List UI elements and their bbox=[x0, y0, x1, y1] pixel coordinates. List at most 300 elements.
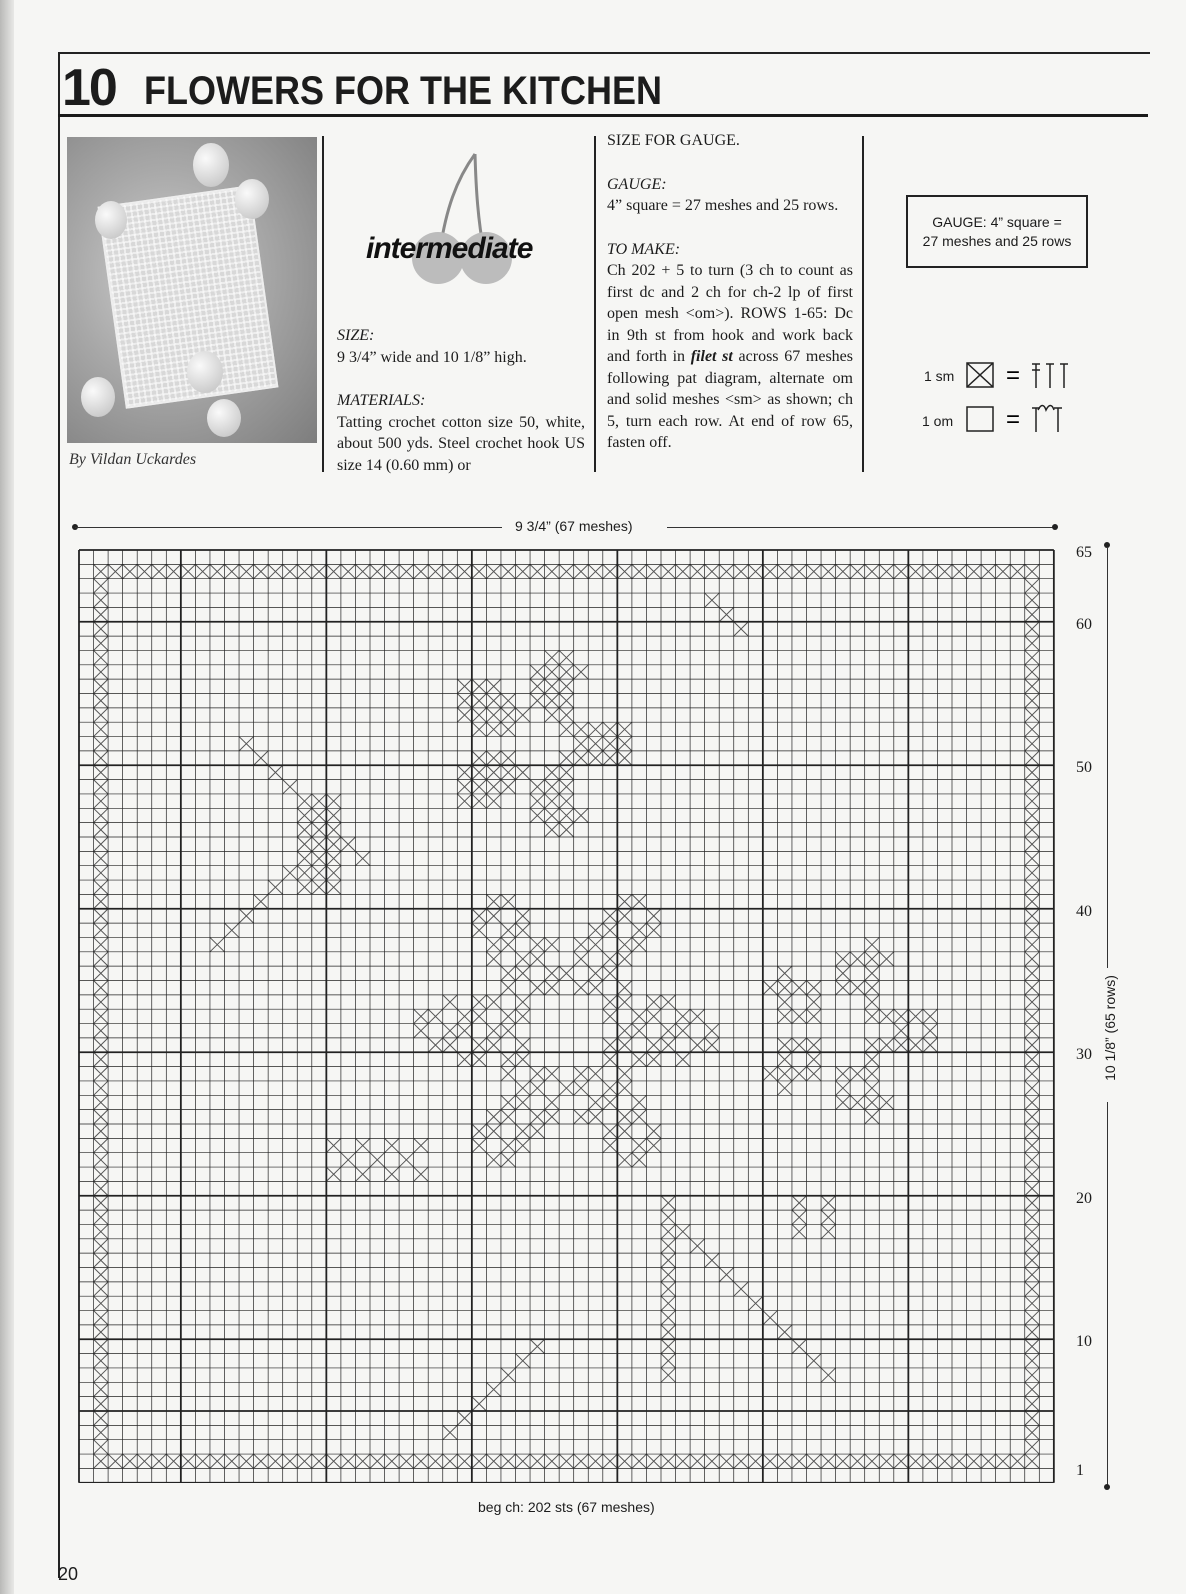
solid-mesh bbox=[225, 564, 240, 578]
solid-mesh bbox=[865, 1110, 880, 1124]
solid-mesh bbox=[836, 1454, 851, 1468]
filet-chart-grid bbox=[75, 546, 1058, 1483]
solid-mesh bbox=[94, 622, 109, 636]
row-number-label: 40 bbox=[1076, 902, 1092, 920]
title-bar bbox=[58, 54, 1148, 117]
solid-mesh bbox=[661, 1282, 676, 1296]
solid-mesh bbox=[486, 1382, 501, 1396]
solid-mesh bbox=[763, 1067, 778, 1081]
solid-mesh bbox=[283, 1454, 298, 1468]
solid-mesh bbox=[486, 722, 501, 736]
solid-mesh bbox=[501, 564, 516, 578]
solid-mesh bbox=[326, 880, 341, 894]
solid-mesh bbox=[1025, 995, 1040, 1009]
solid-mesh bbox=[94, 1181, 109, 1195]
solid-mesh bbox=[661, 1224, 676, 1238]
solid-mesh bbox=[807, 995, 822, 1009]
solid-mesh bbox=[486, 995, 501, 1009]
solid-mesh bbox=[850, 1454, 865, 1468]
solid-mesh bbox=[763, 1454, 778, 1468]
solid-mesh bbox=[1025, 966, 1040, 980]
solid-mesh bbox=[865, 1067, 880, 1081]
solid-mesh bbox=[632, 1095, 647, 1109]
solid-mesh bbox=[94, 808, 109, 822]
solid-mesh bbox=[516, 1124, 531, 1138]
solid-mesh bbox=[545, 937, 560, 951]
legend-open-label: 1 om bbox=[922, 413, 954, 429]
solid-mesh bbox=[807, 1454, 822, 1468]
solid-mesh bbox=[559, 679, 574, 693]
solid-mesh bbox=[1025, 1382, 1040, 1396]
solid-mesh bbox=[486, 1153, 501, 1167]
solid-mesh bbox=[879, 1454, 894, 1468]
solid-mesh bbox=[472, 794, 487, 808]
gauge-text: 4” square = 27 meshes and 25 rows. bbox=[607, 197, 839, 214]
solid-mesh bbox=[632, 1454, 647, 1468]
beginning-chain-label: beg ch: 202 sts (67 meshes) bbox=[478, 1499, 655, 1515]
solid-mesh bbox=[777, 1052, 792, 1066]
solid-mesh bbox=[486, 765, 501, 779]
solid-mesh bbox=[603, 1038, 618, 1052]
solid-mesh bbox=[530, 1067, 545, 1081]
solid-mesh bbox=[879, 1009, 894, 1023]
solid-mesh bbox=[967, 1454, 982, 1468]
column-divider bbox=[594, 136, 596, 472]
solid-mesh bbox=[574, 1454, 589, 1468]
solid-mesh bbox=[661, 1296, 676, 1310]
solid-mesh bbox=[94, 952, 109, 966]
solid-mesh bbox=[1025, 737, 1040, 751]
solid-mesh bbox=[777, 1325, 792, 1339]
row-number-label: 10 bbox=[1076, 1333, 1092, 1351]
solid-mesh bbox=[705, 1038, 720, 1052]
solid-mesh bbox=[603, 1138, 618, 1152]
solid-mesh bbox=[181, 1454, 196, 1468]
solid-mesh bbox=[559, 966, 574, 980]
solid-mesh bbox=[617, 1038, 632, 1052]
solid-mesh bbox=[312, 808, 327, 822]
solid-mesh bbox=[355, 1138, 370, 1152]
solid-mesh bbox=[283, 866, 298, 880]
solid-mesh bbox=[530, 1124, 545, 1138]
solid-mesh bbox=[94, 607, 109, 621]
solid-mesh bbox=[501, 751, 516, 765]
solid-mesh bbox=[719, 607, 734, 621]
solid-mesh bbox=[414, 1009, 429, 1023]
solid-mesh bbox=[777, 1081, 792, 1095]
solid-mesh bbox=[501, 765, 516, 779]
solid-mesh bbox=[661, 1196, 676, 1210]
solid-mesh bbox=[239, 1454, 254, 1468]
solid-mesh bbox=[617, 894, 632, 908]
solid-mesh bbox=[632, 894, 647, 908]
solid-mesh bbox=[836, 1081, 851, 1095]
solid-mesh bbox=[428, 1038, 443, 1052]
solid-mesh bbox=[457, 564, 472, 578]
solid-mesh bbox=[894, 1024, 909, 1038]
solid-mesh bbox=[763, 981, 778, 995]
solid-mesh bbox=[341, 837, 356, 851]
solid-mesh bbox=[472, 722, 487, 736]
solid-mesh bbox=[1025, 1081, 1040, 1095]
solid-mesh bbox=[283, 780, 298, 794]
solid-mesh bbox=[94, 1253, 109, 1267]
solid-mesh bbox=[443, 1038, 458, 1052]
solid-mesh bbox=[94, 780, 109, 794]
solid-mesh bbox=[457, 794, 472, 808]
solid-mesh bbox=[836, 966, 851, 980]
pattern-title: FLOWERS FOR THE KITCHEN bbox=[144, 69, 662, 113]
solid-mesh bbox=[94, 1024, 109, 1038]
solid-mesh bbox=[472, 1009, 487, 1023]
solid-mesh bbox=[952, 564, 967, 578]
solid-mesh bbox=[94, 923, 109, 937]
solid-mesh bbox=[1025, 593, 1040, 607]
solid-mesh bbox=[603, 952, 618, 966]
solid-mesh bbox=[516, 952, 531, 966]
solid-mesh bbox=[1025, 1167, 1040, 1181]
solid-mesh bbox=[1025, 1110, 1040, 1124]
solid-mesh bbox=[1025, 1009, 1040, 1023]
solid-mesh bbox=[792, 1067, 807, 1081]
solid-mesh bbox=[94, 837, 109, 851]
solid-mesh bbox=[530, 679, 545, 693]
solid-mesh bbox=[1025, 1153, 1040, 1167]
solid-mesh bbox=[705, 564, 720, 578]
solid-mesh bbox=[472, 1454, 487, 1468]
solid-mesh bbox=[1025, 894, 1040, 908]
solid-mesh bbox=[94, 737, 109, 751]
solid-mesh bbox=[530, 1110, 545, 1124]
solid-mesh bbox=[530, 937, 545, 951]
solid-mesh bbox=[646, 564, 661, 578]
solid-mesh bbox=[894, 564, 909, 578]
solid-mesh bbox=[472, 679, 487, 693]
solid-mesh bbox=[239, 909, 254, 923]
solid-mesh bbox=[370, 1454, 385, 1468]
solid-mesh bbox=[545, 1067, 560, 1081]
solid-mesh bbox=[530, 780, 545, 794]
row-number-label: 30 bbox=[1076, 1046, 1092, 1064]
solid-mesh bbox=[617, 1124, 632, 1138]
solid-mesh bbox=[443, 564, 458, 578]
solid-mesh bbox=[297, 808, 312, 822]
solid-mesh bbox=[94, 765, 109, 779]
solid-mesh bbox=[807, 981, 822, 995]
solid-mesh bbox=[501, 1368, 516, 1382]
solid-mesh bbox=[94, 708, 109, 722]
solid-mesh bbox=[94, 1167, 109, 1181]
solid-mesh bbox=[894, 1454, 909, 1468]
solid-mesh bbox=[516, 1009, 531, 1023]
solid-mesh bbox=[472, 923, 487, 937]
solid-mesh bbox=[516, 1081, 531, 1095]
solid-mesh bbox=[210, 564, 225, 578]
solid-mesh bbox=[501, 1110, 516, 1124]
solid-mesh bbox=[1025, 780, 1040, 794]
solid-mesh bbox=[1025, 1368, 1040, 1382]
solid-mesh bbox=[996, 564, 1011, 578]
solid-mesh bbox=[94, 1038, 109, 1052]
solid-mesh bbox=[559, 665, 574, 679]
row-number-label: 1 bbox=[1076, 1462, 1084, 1480]
solid-mesh bbox=[545, 823, 560, 837]
solid-mesh-legend-icon bbox=[966, 360, 1076, 392]
solid-mesh bbox=[516, 708, 531, 722]
solid-mesh bbox=[632, 1024, 647, 1038]
solid-mesh bbox=[486, 751, 501, 765]
solid-mesh bbox=[443, 1454, 458, 1468]
solid-mesh bbox=[545, 1454, 560, 1468]
solid-mesh bbox=[545, 1095, 560, 1109]
solid-mesh bbox=[94, 1311, 109, 1325]
solid-mesh bbox=[879, 952, 894, 966]
solid-mesh bbox=[1025, 1325, 1040, 1339]
height-dimension-line bbox=[1107, 1102, 1108, 1486]
solid-mesh bbox=[865, 981, 880, 995]
solid-mesh bbox=[646, 1009, 661, 1023]
solid-mesh bbox=[516, 1052, 531, 1066]
solid-mesh bbox=[1025, 765, 1040, 779]
solid-mesh bbox=[94, 909, 109, 923]
solid-mesh bbox=[268, 564, 283, 578]
instructions-column bbox=[607, 130, 853, 454]
solid-mesh bbox=[516, 995, 531, 1009]
solid-mesh bbox=[486, 564, 501, 578]
solid-mesh bbox=[341, 1153, 356, 1167]
solid-mesh bbox=[355, 1454, 370, 1468]
solid-mesh bbox=[268, 765, 283, 779]
solid-mesh bbox=[94, 1095, 109, 1109]
solid-mesh bbox=[661, 1325, 676, 1339]
solid-mesh bbox=[676, 564, 691, 578]
solid-mesh bbox=[865, 564, 880, 578]
row-number-label: 60 bbox=[1076, 615, 1092, 633]
solid-mesh bbox=[530, 1339, 545, 1353]
solid-mesh bbox=[94, 1210, 109, 1224]
solid-mesh bbox=[617, 937, 632, 951]
solid-mesh bbox=[1025, 1397, 1040, 1411]
solid-mesh bbox=[254, 894, 269, 908]
solid-mesh bbox=[632, 1153, 647, 1167]
solid-mesh bbox=[559, 694, 574, 708]
solid-mesh bbox=[894, 1009, 909, 1023]
solid-mesh bbox=[646, 1124, 661, 1138]
solid-mesh bbox=[123, 1454, 138, 1468]
solid-mesh bbox=[516, 1454, 531, 1468]
solid-mesh bbox=[894, 1038, 909, 1052]
solid-mesh bbox=[530, 808, 545, 822]
solid-mesh bbox=[472, 1052, 487, 1066]
solid-mesh bbox=[807, 1052, 822, 1066]
solid-mesh bbox=[472, 1138, 487, 1152]
column-divider bbox=[862, 136, 864, 472]
solid-mesh bbox=[94, 1239, 109, 1253]
solid-mesh bbox=[1025, 1067, 1040, 1081]
solid-mesh bbox=[94, 679, 109, 693]
size-heading: SIZE: bbox=[337, 327, 375, 344]
solid-mesh bbox=[923, 1454, 938, 1468]
solid-mesh bbox=[777, 1067, 792, 1081]
solid-mesh bbox=[326, 794, 341, 808]
solid-mesh bbox=[646, 923, 661, 937]
solid-mesh bbox=[1025, 708, 1040, 722]
solid-mesh bbox=[399, 1153, 414, 1167]
solid-mesh bbox=[152, 1454, 167, 1468]
solid-mesh bbox=[908, 564, 923, 578]
solid-mesh bbox=[603, 923, 618, 937]
solid-mesh bbox=[1025, 952, 1040, 966]
solid-mesh bbox=[428, 1454, 443, 1468]
solid-mesh bbox=[1025, 1440, 1040, 1454]
solid-mesh bbox=[516, 966, 531, 980]
solid-mesh bbox=[807, 1354, 822, 1368]
solid-mesh bbox=[617, 751, 632, 765]
solid-mesh bbox=[574, 1067, 589, 1081]
solid-mesh bbox=[94, 579, 109, 593]
solid-mesh bbox=[588, 1095, 603, 1109]
solid-mesh bbox=[661, 1339, 676, 1353]
solid-mesh bbox=[1025, 823, 1040, 837]
solid-mesh bbox=[908, 1009, 923, 1023]
solid-mesh bbox=[1025, 607, 1040, 621]
solid-mesh bbox=[326, 823, 341, 837]
solid-mesh bbox=[472, 708, 487, 722]
solid-mesh bbox=[923, 564, 938, 578]
solid-mesh bbox=[1025, 909, 1040, 923]
solid-mesh bbox=[370, 564, 385, 578]
solid-mesh bbox=[545, 765, 560, 779]
solid-mesh bbox=[603, 1095, 618, 1109]
solid-mesh bbox=[94, 665, 109, 679]
solid-mesh bbox=[414, 1167, 429, 1181]
solid-mesh bbox=[254, 751, 269, 765]
solid-mesh bbox=[821, 1196, 836, 1210]
egg-image bbox=[81, 377, 115, 417]
solid-mesh bbox=[501, 694, 516, 708]
solid-mesh bbox=[94, 794, 109, 808]
solid-mesh bbox=[617, 909, 632, 923]
solid-mesh bbox=[108, 1454, 123, 1468]
solid-mesh bbox=[1025, 794, 1040, 808]
solid-mesh bbox=[94, 1425, 109, 1439]
solid-mesh bbox=[94, 1052, 109, 1066]
solid-mesh bbox=[865, 952, 880, 966]
solid-mesh bbox=[297, 866, 312, 880]
solid-mesh bbox=[486, 694, 501, 708]
solid-mesh bbox=[865, 1454, 880, 1468]
solid-mesh bbox=[661, 1368, 676, 1382]
solid-mesh bbox=[94, 937, 109, 951]
solid-mesh bbox=[501, 966, 516, 980]
solid-mesh bbox=[399, 1454, 414, 1468]
solid-mesh bbox=[516, 1095, 531, 1109]
egg-image bbox=[95, 201, 127, 239]
solid-mesh bbox=[617, 737, 632, 751]
solid-mesh bbox=[486, 1038, 501, 1052]
legend-solid-label: 1 sm bbox=[924, 368, 955, 384]
solid-mesh bbox=[588, 722, 603, 736]
solid-mesh bbox=[777, 981, 792, 995]
solid-mesh bbox=[501, 1052, 516, 1066]
solid-mesh bbox=[559, 808, 574, 822]
solid-mesh bbox=[763, 564, 778, 578]
solid-mesh bbox=[661, 1024, 676, 1038]
solid-mesh bbox=[646, 1052, 661, 1066]
grid-lines bbox=[79, 550, 1054, 1483]
solid-mesh bbox=[530, 1081, 545, 1095]
solid-mesh bbox=[254, 564, 269, 578]
solid-mesh bbox=[850, 1095, 865, 1109]
solid-mesh bbox=[719, 1454, 734, 1468]
dimension-dot bbox=[1052, 524, 1058, 530]
solid-mesh bbox=[981, 564, 996, 578]
egg-image bbox=[187, 351, 223, 393]
solid-mesh bbox=[312, 1454, 327, 1468]
solid-mesh bbox=[94, 866, 109, 880]
solid-mesh bbox=[501, 1024, 516, 1038]
solid-mesh bbox=[574, 1081, 589, 1095]
solid-mesh bbox=[516, 1038, 531, 1052]
solid-mesh bbox=[312, 851, 327, 865]
solid-mesh bbox=[661, 1038, 676, 1052]
solid-mesh bbox=[588, 751, 603, 765]
dimension-dot bbox=[1104, 1484, 1110, 1490]
solid-mesh bbox=[777, 1038, 792, 1052]
solid-mesh bbox=[617, 952, 632, 966]
solid-mesh bbox=[94, 722, 109, 736]
solid-mesh bbox=[268, 880, 283, 894]
solid-mesh bbox=[486, 780, 501, 794]
solid-mesh bbox=[486, 909, 501, 923]
solid-mesh bbox=[1025, 650, 1040, 664]
solid-mesh bbox=[821, 1210, 836, 1224]
solid-mesh bbox=[748, 564, 763, 578]
size-for-gauge: SIZE FOR GAUGE. bbox=[607, 132, 740, 149]
solid-mesh bbox=[210, 1454, 225, 1468]
solid-mesh bbox=[94, 1440, 109, 1454]
solid-mesh bbox=[646, 1138, 661, 1152]
solid-mesh bbox=[516, 564, 531, 578]
solid-mesh bbox=[385, 1167, 400, 1181]
solid-mesh bbox=[1025, 1196, 1040, 1210]
solid-mesh bbox=[1025, 1124, 1040, 1138]
solid-mesh bbox=[559, 708, 574, 722]
solid-mesh bbox=[443, 1425, 458, 1439]
solid-mesh bbox=[1025, 1052, 1040, 1066]
solid-mesh bbox=[399, 564, 414, 578]
solid-mesh bbox=[705, 593, 720, 607]
solid-mesh bbox=[836, 952, 851, 966]
solid-mesh bbox=[763, 1311, 778, 1325]
solid-mesh bbox=[239, 564, 254, 578]
solid-mesh bbox=[530, 665, 545, 679]
solid-mesh bbox=[1010, 1454, 1025, 1468]
solid-mesh bbox=[792, 981, 807, 995]
solid-mesh bbox=[355, 851, 370, 865]
solid-mesh bbox=[94, 1124, 109, 1138]
solid-mesh bbox=[1025, 1339, 1040, 1353]
solid-mesh bbox=[530, 981, 545, 995]
solid-mesh bbox=[94, 1411, 109, 1425]
solid-mesh bbox=[94, 1268, 109, 1282]
solid-mesh bbox=[94, 981, 109, 995]
solid-mesh bbox=[603, 1052, 618, 1066]
solid-mesh bbox=[777, 1009, 792, 1023]
solid-mesh bbox=[1025, 1411, 1040, 1425]
solid-mesh bbox=[341, 1454, 356, 1468]
solid-mesh bbox=[545, 780, 560, 794]
